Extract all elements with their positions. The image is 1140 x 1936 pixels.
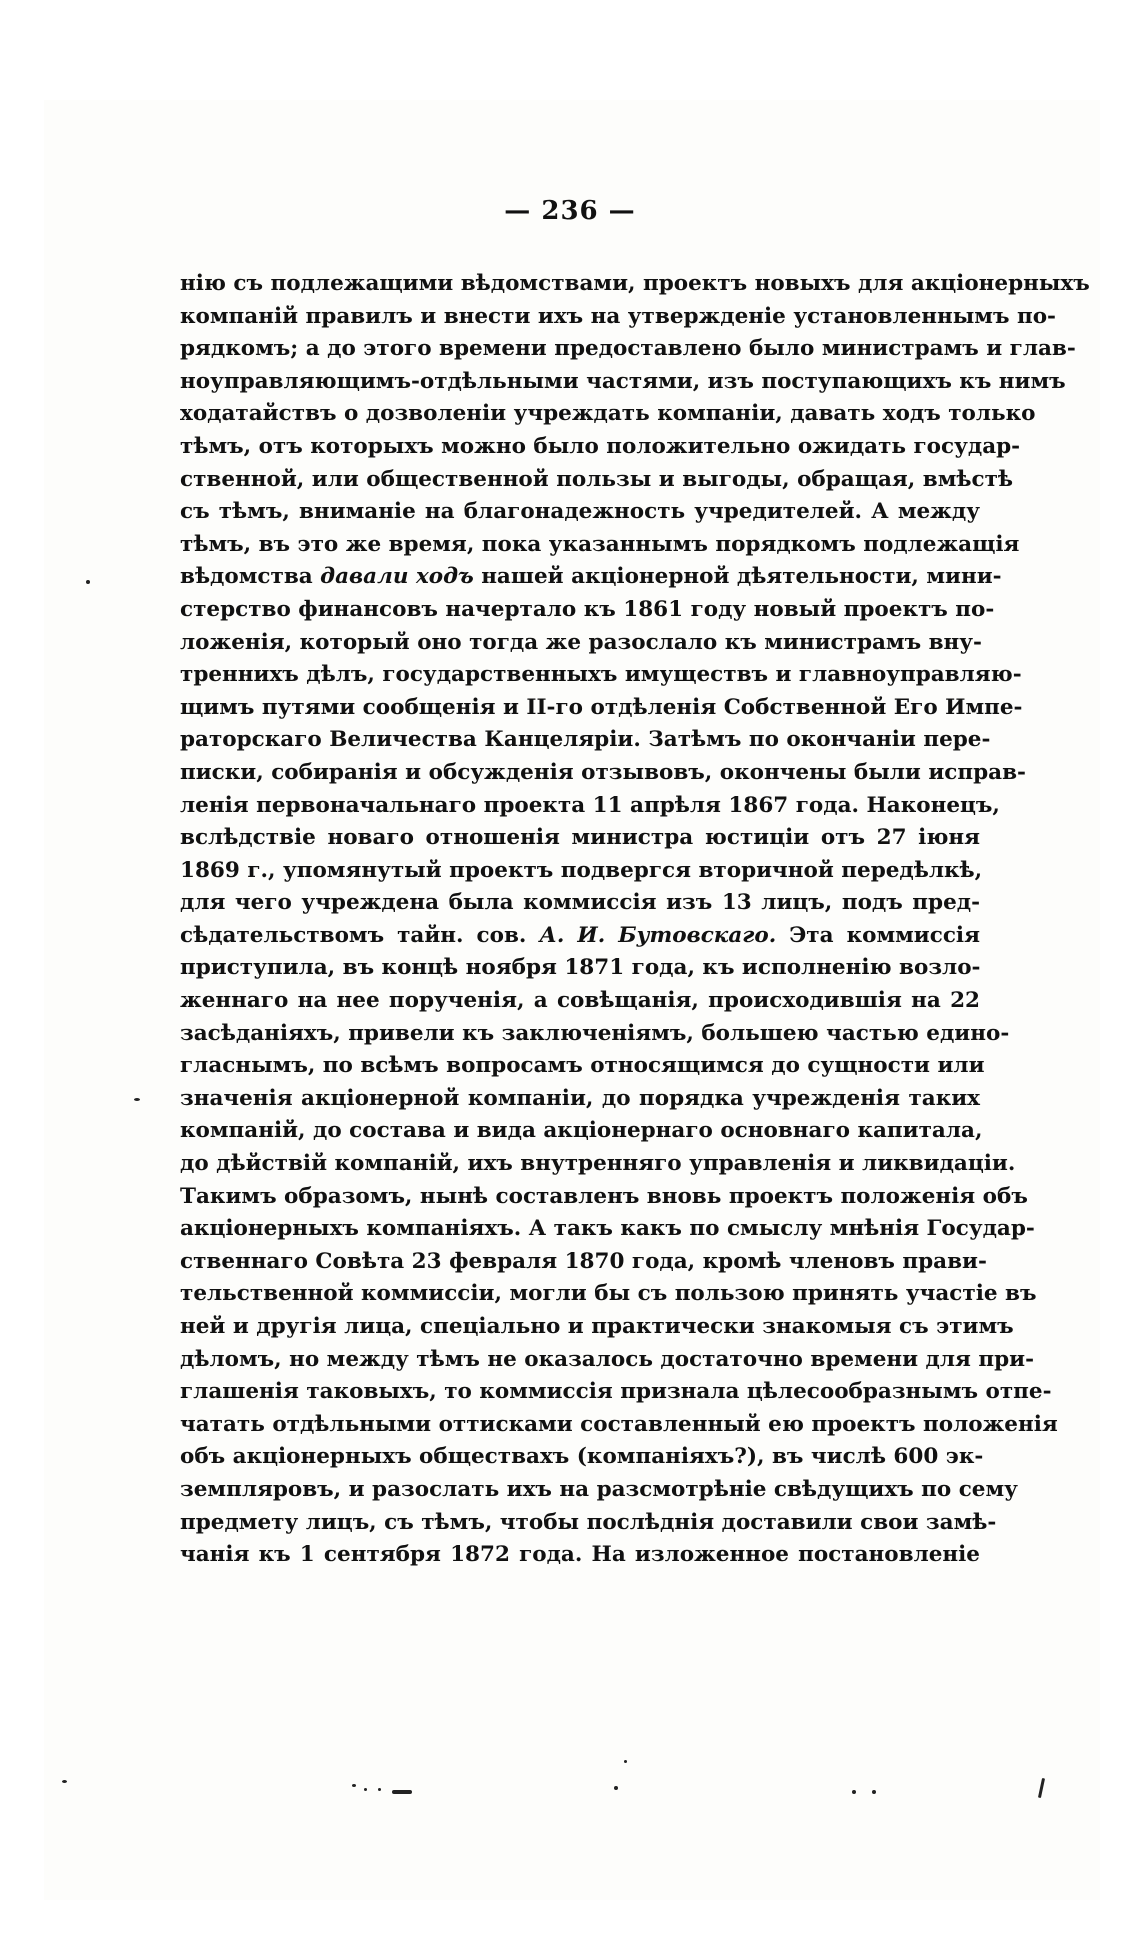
text-line: нію съ подлежащими вѣдомствами, проектъ новыхъ для акціонерныхъ bbox=[180, 271, 1090, 296]
text-line: земпляровъ, и разослать ихъ на разсмотрѣніе свѣдущихъ по сему bbox=[180, 1476, 1018, 1502]
scan-speck bbox=[852, 1790, 856, 1794]
text-line: раторскаго Величества Канцеляріи. Затѣмъ по окончаніи пере- bbox=[180, 727, 991, 753]
scan-speck bbox=[134, 1098, 140, 1101]
text-line: 1869 г., упомянутый проектъ подвергся вторичной передѣлкѣ, bbox=[180, 857, 983, 883]
text-line: глашенія таковыхъ, то коммиссія признала цѣлесообразнымъ отпе- bbox=[180, 1379, 1052, 1405]
text-line: ходатайствъ о дозволеніи учреждать компаніи, давать ходъ только bbox=[180, 401, 1036, 427]
text-segment: Эта коммиссія bbox=[776, 922, 980, 948]
emphasis-text: давали ходъ bbox=[320, 564, 474, 590]
scan-speck bbox=[86, 580, 90, 584]
text-line: до дѣйствій компаній, ихъ внутренняго управленія и ликвидаціи. bbox=[180, 1151, 1016, 1177]
text-line: компаній, до состава и вида акціонернаго основнаго капитала, bbox=[180, 1118, 983, 1144]
scan-speck bbox=[872, 1790, 876, 1794]
scan-speck bbox=[624, 1760, 627, 1763]
scan-speck bbox=[364, 1788, 367, 1791]
text-line: тѣмъ, въ это же время, пока указаннымъ порядкомъ подлежащія bbox=[180, 531, 1020, 557]
text-line: ственной, или общественной пользы и выгоды, обращая, вмѣстѣ bbox=[180, 466, 1014, 492]
text-segment: нашей акціонерной дѣятельности, мини- bbox=[473, 564, 1002, 590]
text-segment: сѣдательствомъ тайн. сов. bbox=[180, 922, 540, 948]
text-line: компаній правилъ и внести ихъ на утвержденіе установленнымъ по- bbox=[180, 303, 1056, 329]
scan-speck bbox=[352, 1784, 356, 1787]
text-line: стерство финансовъ начертало къ 1861 году новый проектъ по- bbox=[180, 596, 995, 622]
text-line: приступила, въ концѣ ноября 1871 года, къ исполненію возло- bbox=[180, 955, 981, 981]
text-line: дѣломъ, но между тѣмъ не оказалось достаточно времени для при- bbox=[180, 1346, 1035, 1372]
text-line: Такимъ образомъ, нынѣ составленъ вновь проектъ положенія объ bbox=[180, 1183, 1028, 1209]
text-line: вслѣдствіе новаго отношенія министра юстиціи отъ 27 іюня bbox=[180, 825, 980, 851]
text-line: значенія акціонерной компаніи, до порядка учрежденія таких bbox=[180, 1085, 980, 1111]
text-line: треннихъ дѣлъ, государственныхъ имуществъ и главноуправляю- bbox=[180, 662, 1022, 688]
text-line: писки, собиранія и обсужденія отзывовъ, окончены были исправ- bbox=[180, 759, 1026, 785]
scan-speck bbox=[614, 1786, 618, 1790]
scan-speck bbox=[62, 1780, 67, 1783]
text-line-with-emphasis bbox=[180, 920, 980, 953]
text-line: чатать отдѣльными оттисками составленный ею проектъ положенія bbox=[180, 1411, 1058, 1437]
emphasis-text: А. И. Бутовскаго. bbox=[539, 922, 777, 948]
text-line: тельственной коммиссіи, могли бы съ пользою принять участіе въ bbox=[180, 1281, 1037, 1307]
text-line: засѣданіяхъ, привели къ заключеніямъ, большею частью едино- bbox=[180, 1020, 1010, 1046]
text-line: акціонерныхъ компаніяхъ. А такъ какъ по смыслу мнѣнія Государ- bbox=[180, 1216, 1035, 1242]
text-line: женнаго на нее порученія, а совѣщанія, происходившія на 22 bbox=[180, 988, 980, 1014]
text-line: щимъ путями сообщенія и II-го отдѣленія Собственной Его Импе- bbox=[180, 694, 1023, 720]
scan-speck bbox=[378, 1788, 381, 1791]
text-line: ственнаго Совѣта 23 февраля 1870 года, кромѣ членовъ прави- bbox=[180, 1248, 987, 1274]
text-line-with-emphasis bbox=[180, 561, 1002, 594]
text-line: тѣмъ, отъ которыхъ можно было положительно ожидать государ- bbox=[180, 433, 1021, 459]
text-line: ней и другія лица, спеціально и практически знакомыя съ этимъ bbox=[180, 1314, 1014, 1339]
text-line: съ тѣмъ, вниманіе на благонадежность учредителей. А между bbox=[180, 499, 980, 525]
text-line: рядкомъ; а до этого времени предоставлено было министрамъ и глав- bbox=[180, 336, 1076, 362]
scan-speck bbox=[392, 1790, 412, 1794]
text-line: объ акціонерныхъ обществахъ (компаніяхъ?), въ числѣ 600 эк- bbox=[180, 1444, 984, 1470]
text-line: ноуправляющимъ-отдѣльными частями, изъ поступающихъ къ нимъ bbox=[180, 368, 1066, 394]
body-text bbox=[180, 268, 1090, 1572]
text-line: чанія къ 1 сентября 1872 года. На изложенное постановленіе bbox=[180, 1542, 980, 1568]
text-line: гласнымъ, по всѣмъ вопросамъ относящимся до сущности или bbox=[180, 1053, 985, 1079]
page-number: — 236 — bbox=[504, 196, 636, 226]
text-line: для чего учреждена была коммиссія изъ 13 лицъ, подъ пред- bbox=[180, 890, 980, 916]
text-line: ложенія, который оно тогда же разослало къ министрамъ вну- bbox=[180, 629, 982, 655]
text-line: ленія первоначальнаго проекта 11 апрѣля 1867 года. Наконецъ, bbox=[180, 792, 1000, 818]
text-segment: вѣдомства bbox=[180, 564, 321, 590]
text-line: предмету лицъ, съ тѣмъ, чтобы послѣднія доставили свои замѣ- bbox=[180, 1509, 997, 1535]
